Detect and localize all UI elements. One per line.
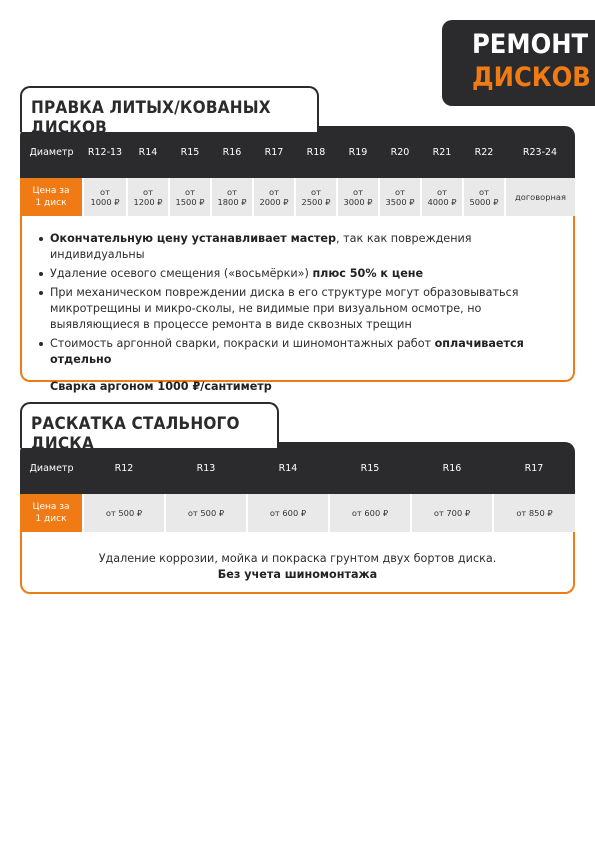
- price-row-steel: [20, 494, 575, 532]
- header-cell: R19: [348, 146, 368, 158]
- note-bold: Окончательную цену устанавливает мастер: [50, 232, 337, 245]
- price-label-line: Цена за: [32, 186, 70, 196]
- header-cell-diameter: Диаметр: [29, 146, 74, 158]
- price-value: 1200 ₽: [133, 197, 163, 207]
- price-cell: [128, 178, 168, 216]
- note-item: [38, 266, 561, 282]
- price-cell: от 500 ₽: [166, 494, 246, 532]
- price-label-line: 1 диск: [35, 514, 67, 524]
- brand-logo: [442, 20, 595, 106]
- price-cell: от 600 ₽: [330, 494, 410, 532]
- price-value: 1000 ₽: [90, 197, 120, 207]
- price-cell: [380, 178, 420, 216]
- header-cell-diameter: Диаметр: [29, 462, 74, 474]
- header-cell: R15: [360, 462, 380, 474]
- price-cell: [84, 178, 126, 216]
- price-prefix: от: [227, 187, 237, 197]
- price-label-line: Цена за: [32, 502, 70, 512]
- header-cell: R13: [196, 462, 216, 474]
- steel-note-text: Удаление коррозии, мойка и покраска грунтом двух бортов диска.: [98, 552, 497, 565]
- header-cell: R17: [524, 462, 544, 474]
- price-value: 1800 ₽: [217, 197, 247, 207]
- price-cell: [422, 178, 462, 216]
- price-value: 5000 ₽: [469, 197, 499, 207]
- price-value: 1500 ₽: [175, 197, 205, 207]
- note-item: [38, 231, 561, 263]
- header-cell: R12: [114, 462, 134, 474]
- steel-note: [22, 532, 573, 583]
- price-row-alloy: [20, 178, 575, 216]
- header-cell: R22: [474, 146, 494, 158]
- price-prefix: от: [100, 187, 110, 197]
- price-prefix: от: [311, 187, 321, 197]
- header-cell: R18: [306, 146, 326, 158]
- note-item: [38, 336, 561, 368]
- price-value: 2500 ₽: [301, 197, 331, 207]
- table-header-steel: [20, 442, 575, 494]
- price-prefix: от: [395, 187, 405, 197]
- steel-note-bold: Без учета шиномонтажа: [217, 568, 378, 581]
- note-text: Стоимость аргонной сварки, покраски и шиномонтажных работ: [50, 337, 435, 350]
- welding-price: Сварка аргоном 1000 ₽/сантиметр: [50, 380, 272, 393]
- note-text: Удаление осевого смещения («восьмёрки»): [50, 267, 313, 280]
- header-cell: R15: [180, 146, 200, 158]
- logo-line-2: ДИСКОВ: [472, 62, 591, 93]
- price-label-cell: [20, 178, 82, 216]
- price-cell: [170, 178, 210, 216]
- notes-list: [22, 216, 573, 368]
- section-title-steel: РАСКАТКА СТАЛЬНОГО ДИСКА: [20, 402, 279, 448]
- price-prefix: от: [437, 187, 447, 197]
- note-text: , так как повреждения индивидуальны: [50, 232, 472, 261]
- price-cell: от 700 ₽: [412, 494, 492, 532]
- header-cell: R16: [442, 462, 462, 474]
- price-value: 4000 ₽: [427, 197, 457, 207]
- note-item: [38, 285, 561, 333]
- note-text: При механическом повреждении диска в его структуре могут образовываться микротрещины и микро-сколы, не видимые при визуальном осмотре, но выявляющиеся в процессе ремонта в виде сквозных трещин: [50, 286, 519, 331]
- price-cell: [464, 178, 504, 216]
- header-cell: R23-24: [522, 146, 558, 158]
- header-cell: R12-13: [87, 146, 123, 158]
- header-cell: R16: [222, 146, 242, 158]
- section-title-alloy: ПРАВКА ЛИТЫХ/КОВАНЫХ ДИСКОВ: [20, 86, 319, 132]
- header-cell: R20: [390, 146, 410, 158]
- price-cell: [212, 178, 252, 216]
- notes-box-alloy: [20, 216, 575, 393]
- header-cell: R21: [432, 146, 452, 158]
- price-label-line: 1 диск: [35, 198, 67, 208]
- note-bold: оплачивается отдельно: [50, 337, 524, 366]
- price-cell: [296, 178, 336, 216]
- price-value: 3500 ₽: [385, 197, 415, 207]
- header-cell: R14: [278, 462, 298, 474]
- notes-box-steel: [20, 532, 575, 594]
- price-label-cell: [20, 494, 82, 532]
- price-cell: [338, 178, 378, 216]
- price-prefix: от: [353, 187, 363, 197]
- price-cell: от 500 ₽: [84, 494, 164, 532]
- price-prefix: от: [143, 187, 153, 197]
- price-prefix: от: [269, 187, 279, 197]
- price-value: 2000 ₽: [259, 197, 289, 207]
- price-cell: [254, 178, 294, 216]
- price-cell: от 850 ₽: [494, 494, 575, 532]
- price-value: 3000 ₽: [343, 197, 373, 207]
- note-bold: плюс 50% к цене: [312, 267, 424, 280]
- header-cell: R14: [138, 146, 158, 158]
- logo-line-1: РЕМОНТ: [472, 29, 589, 60]
- price-prefix: от: [479, 187, 489, 197]
- price-prefix: от: [185, 187, 195, 197]
- header-cell: R17: [264, 146, 284, 158]
- price-cell-negotiable: договорная: [506, 178, 575, 216]
- price-cell: от 600 ₽: [248, 494, 328, 532]
